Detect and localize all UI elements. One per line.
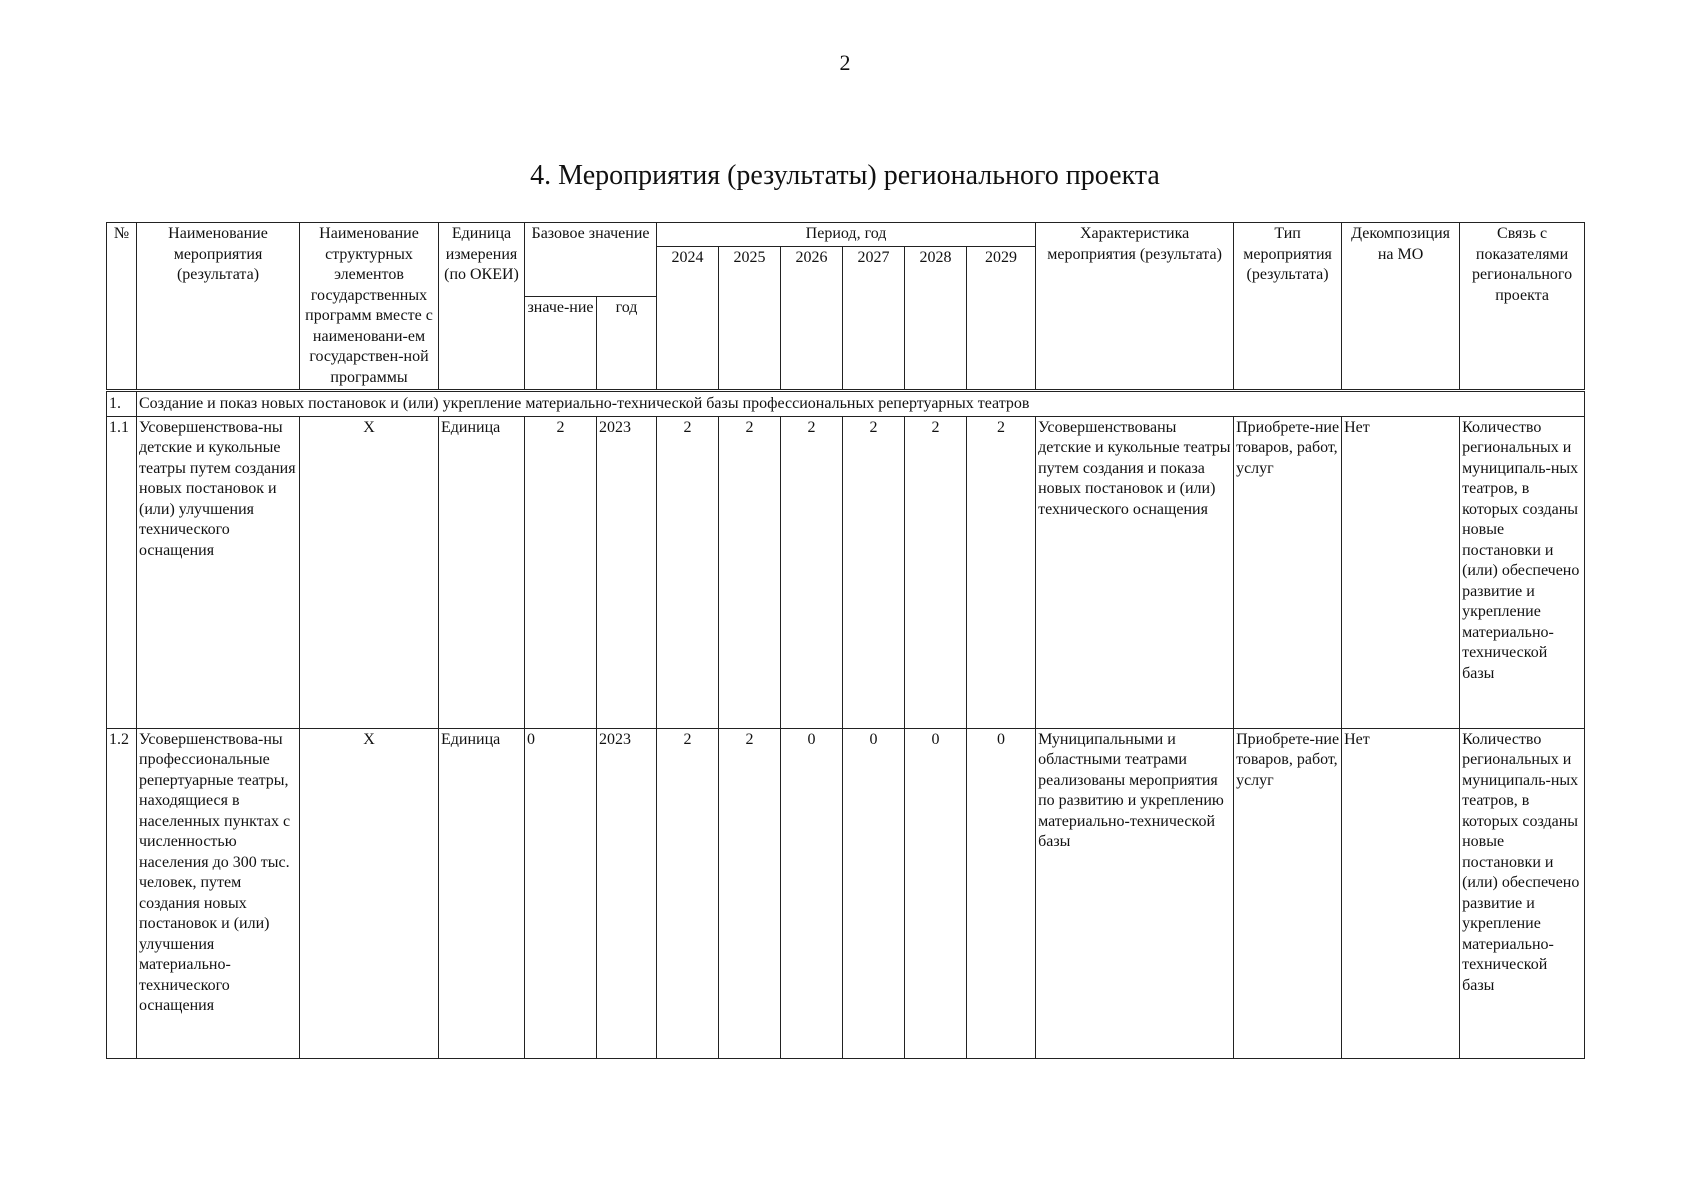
row-type: Приобрете-ние товаров, работ, услуг bbox=[1234, 728, 1342, 1058]
header-name: Наименование мероприятия (результата) bbox=[137, 223, 300, 391]
row-decomposition: Нет bbox=[1342, 416, 1460, 728]
header-type: Тип мероприятия (результата) bbox=[1234, 223, 1342, 391]
header-period: Период, год bbox=[657, 223, 1036, 247]
header-base-year: год bbox=[597, 297, 657, 391]
header-year: 2028 bbox=[905, 246, 967, 391]
header-structural: Наименование структурных элементов государственных программ вместе с наименовани-ем государствен-ной программы bbox=[300, 223, 439, 391]
header-year: 2029 bbox=[967, 246, 1036, 391]
row-year-value: 2 bbox=[657, 728, 719, 1058]
row-year-value: 2 bbox=[967, 416, 1036, 728]
header-year: 2025 bbox=[719, 246, 781, 391]
section-title: Создание и показ новых постановок и (или) укрепление материально-технической базы профессиональных репертуарных театров bbox=[137, 391, 1585, 417]
page-number: 2 bbox=[839, 50, 851, 75]
row-year-value: 0 bbox=[843, 728, 905, 1058]
row-name: Усовершенствова-ны профессиональные репертуарные театры, находящиеся в населенных пунктах с численностью населения до 300 тыс. человек, путем создания новых постановок и (или) улучшения материально-технического оснащения bbox=[137, 728, 300, 1058]
row-type: Приобрете-ние товаров, работ, услуг bbox=[1234, 416, 1342, 728]
header-base-value: значе-ние bbox=[525, 297, 597, 391]
row-base-year: 2023 bbox=[597, 728, 657, 1058]
header-decomposition: Декомпозиция на МО bbox=[1342, 223, 1460, 391]
row-link: Количество региональных и муниципаль-ных театров, в которых созданы новые постановки и (или) обеспечено развитие и укрепление материально-технической базы bbox=[1460, 416, 1585, 728]
row-year-value: 0 bbox=[967, 728, 1036, 1058]
row-base-year: 2023 bbox=[597, 416, 657, 728]
row-year-value: 2 bbox=[657, 416, 719, 728]
row-structural: Х bbox=[300, 728, 439, 1058]
header-link: Связь с показателями регионального проекта bbox=[1460, 223, 1585, 391]
header-unit: Единица измерения (по ОКЕИ) bbox=[439, 223, 525, 391]
table-row bbox=[107, 728, 1585, 1058]
row-year-value: 2 bbox=[843, 416, 905, 728]
measures-table bbox=[106, 222, 1585, 1059]
row-base-value: 0 bbox=[525, 728, 597, 1058]
row-year-value: 2 bbox=[781, 416, 843, 728]
header-year: 2026 bbox=[781, 246, 843, 391]
row-unit: Единица bbox=[439, 416, 525, 728]
row-num: 1.1 bbox=[107, 416, 137, 728]
row-structural: Х bbox=[300, 416, 439, 728]
section-row bbox=[107, 391, 1585, 417]
header-num: № bbox=[107, 223, 137, 391]
row-base-value: 2 bbox=[525, 416, 597, 728]
row-unit: Единица bbox=[439, 728, 525, 1058]
header-year: 2027 bbox=[843, 246, 905, 391]
section-num: 1. bbox=[107, 391, 137, 417]
row-year-value: 2 bbox=[719, 416, 781, 728]
row-year-value: 0 bbox=[905, 728, 967, 1058]
header-characteristic: Характеристика мероприятия (результата) bbox=[1036, 223, 1234, 391]
header-year: 2024 bbox=[657, 246, 719, 391]
row-year-value: 0 bbox=[781, 728, 843, 1058]
row-year-value: 2 bbox=[719, 728, 781, 1058]
row-num: 1.2 bbox=[107, 728, 137, 1058]
header-row bbox=[107, 223, 1585, 247]
row-characteristic: Муниципальными и областными театрами реализованы мероприятия по развитию и укреплению материально-технической базы bbox=[1036, 728, 1234, 1058]
row-decomposition: Нет bbox=[1342, 728, 1460, 1058]
page-title: 4. Мероприятия (результаты) регионального проекта bbox=[530, 160, 1160, 191]
row-name: Усовершенствова-ны детские и кукольные театры путем создания новых постановок и (или) улучшения технического оснащения bbox=[137, 416, 300, 728]
table-row bbox=[107, 416, 1585, 728]
row-characteristic: Усовершенствованы детские и кукольные театры путем создания и показа новых постановок и (или) технического оснащения bbox=[1036, 416, 1234, 728]
row-link: Количество региональных и муниципаль-ных театров, в которых созданы новые постановки и (или) обеспечено развитие и укрепление материально-технической базы bbox=[1460, 728, 1585, 1058]
header-base: Базовое значение bbox=[525, 223, 657, 297]
row-year-value: 2 bbox=[905, 416, 967, 728]
